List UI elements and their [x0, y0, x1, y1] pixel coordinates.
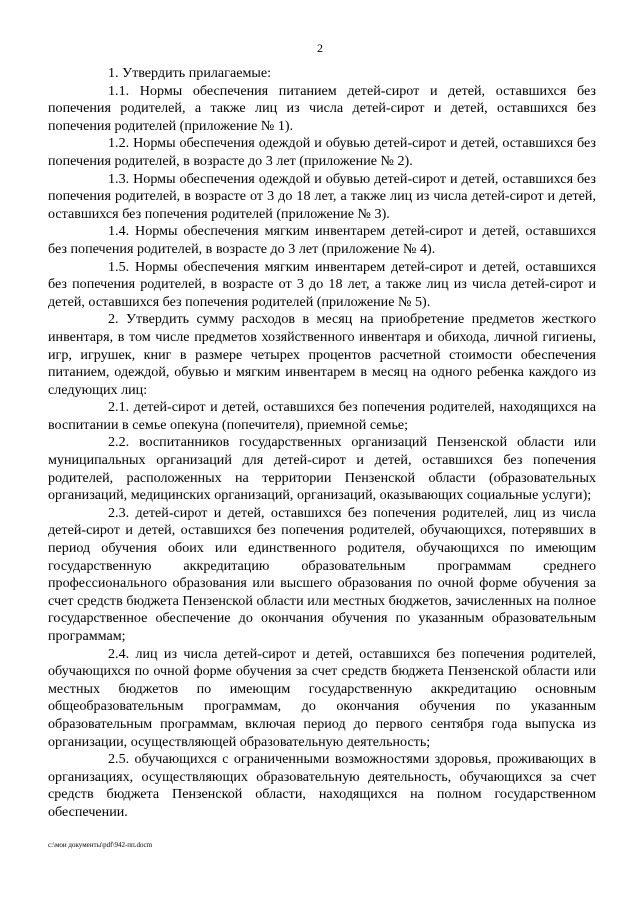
paragraph-1-1: 1.1. Нормы обеспечения питанием детей-сирот и детей, оставшихся без попечения родителей, а также лиц из числа детей-сирот и детей, оставшихся без попечения родителей (приложение № 1).: [48, 82, 596, 134]
paragraph-1-5: 1.5. Нормы обеспечения мягким инвентарем детей-сирот и детей, оставшихся без попечения родителей, в возрасте от 3 до 18 лет, а также лиц из числа детей-сирот и детей, оставшихся без попечения родителей (приложение № 5).: [48, 258, 596, 310]
document-body: [48, 65, 596, 822]
page-number: 2: [317, 41, 323, 55]
paragraph-2-5: 2.5. обучающихся с ограниченными возможностями здоровья, проживающих в организациях, осуществляющих образовательную деятельность, обучающихся за счет средств бюджета Пензенской области, находящихся на полном государственном обеспечении.: [48, 751, 596, 820]
paragraph-1-3: 1.3. Нормы обеспечения одеждой и обувью детей-сирот и детей, оставшихся без попечения родителей, в возрасте от 3 до 18 лет, а также лиц из числа детей-сирот и детей, оставшихся без попечения родителей (приложение № 3).: [48, 170, 596, 222]
paragraph-2-4: 2.4. лиц из числа детей-сирот и детей, оставшихся без попечения родителей, обучающихся по очной форме обучения за счет средств бюджета Пензенской области или местных бюджетов по имеющим государственную аккредитацию основным общеобразовательным программам, до окончания обучения по указанным образовательным программам, включая период до первого сентября года выпуска из организации, осуществляющей образовательную деятельность;: [48, 645, 596, 750]
file-path-footer: c:\мои документы\pdf\942-пп.docm: [48, 841, 153, 849]
paragraph-2-3: 2.3. детей-сирот и детей, оставшихся без попечения родителей, лиц из числа детей-сирот и детей, оставшихся без попечения родителей, обучающихся, потерявших в период обучения обоих или единственного родителя, обучающихся по имеющим государственную аккредитацию образовательным программам среднего профессионального образования или высшего образования по очной форме обучения за счет средств бюджета Пензенской области или местных бюджетов, зачисленных на полное государственное обеспечение до окончания обучения по указанным образовательным программам;: [48, 504, 596, 644]
paragraph-1-4: 1.4. Нормы обеспечения мягким инвентарем детей-сирот и детей, оставшихся без попечения родителей, в возрасте до 3 лет (приложение № 4).: [48, 223, 596, 257]
paragraph-2-2: 2.2. воспитанников государственных организаций Пензенской области или муниципальных организаций для детей-сирот и детей, оставшихся без попечения родителей, расположенных на территории Пензенской области (образовательных организаций, медицинских организаций, организаций, оказывающих социальные услуги);: [48, 434, 596, 504]
paragraph-1-2: 1.2. Нормы обеспечения одеждой и обувью детей-сирот и детей, оставшихся без попечения родителей, в возрасте до 3 лет (приложение № 2).: [48, 135, 596, 169]
paragraph-2-1: 2.1. детей-сирот и детей, оставшихся без попечения родителей, находящихся на воспитании в семье опекуна (попечителя), приемной семье;: [48, 399, 596, 433]
paragraph-2: 2. Утвердить сумму расходов в месяц на приобретение предметов жесткого инвентаря, в том числе предметов хозяйственного инвентаря и обихода, личной гигиены, игр, игрушек, книг в размере четырех процентов расчетной стоимости обеспечения питанием, одеждой, обувью и мягким инвентарем в месяц на одного ребенка каждого из следующих лиц:: [48, 311, 596, 398]
paragraph-1: 1. Утвердить прилагаемые:: [108, 65, 272, 81]
